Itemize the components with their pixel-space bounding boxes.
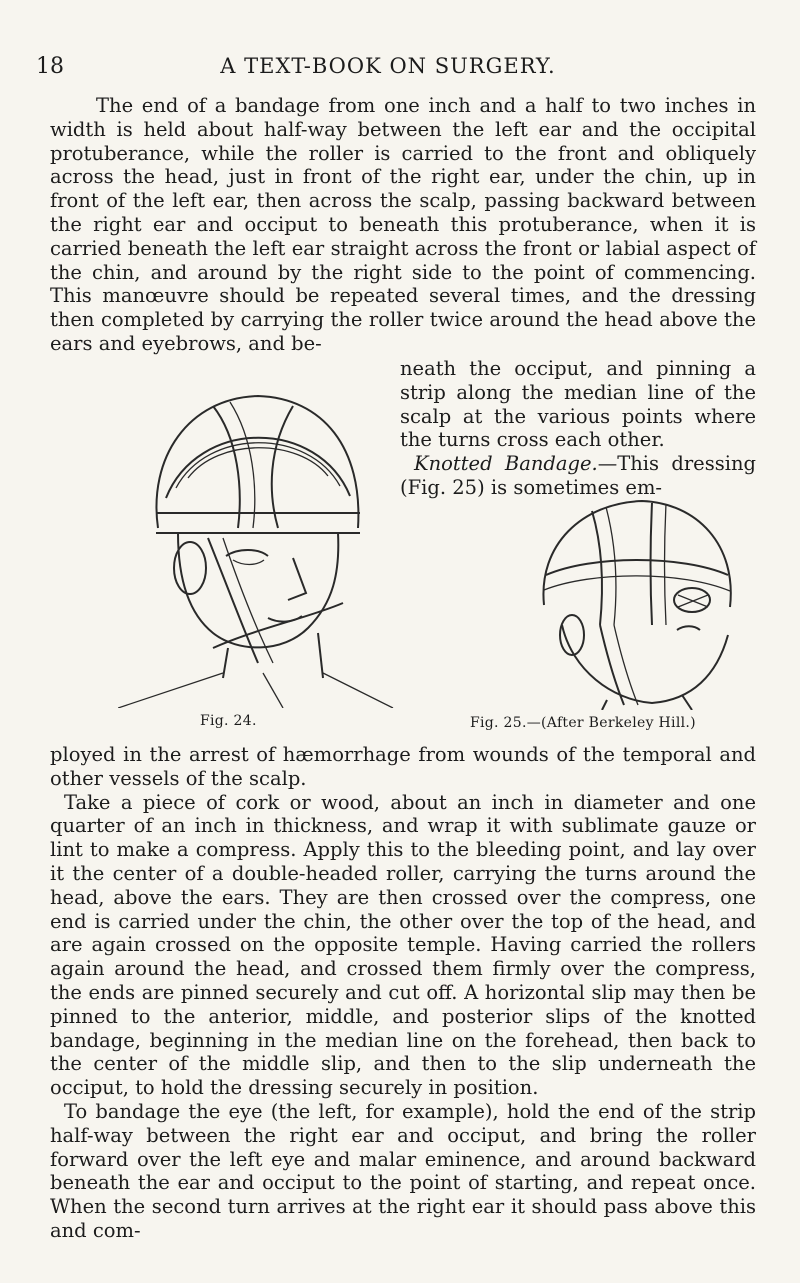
figure-25-caption: Fig. 25.—(After Berkeley Hill.): [470, 715, 696, 731]
running-title: A TEXT-BOOK ON SURGERY.: [220, 54, 556, 78]
paragraph-2-start: —This dressing (Fig. 25) is sometimes em-: [400, 452, 756, 499]
paragraph-block-top: [50, 94, 756, 356]
paragraph-block-bottom: [50, 743, 756, 1243]
paragraph-2: [400, 452, 756, 500]
paragraph-3: [50, 791, 756, 1100]
paragraph-1-cont-text: neath the occiput, and pinning a strip along the median line of the scalp at the various points where the turns cross each other.: [400, 357, 756, 452]
paragraph-1: [50, 94, 756, 356]
paragraph-2-continued: [50, 743, 756, 791]
figure-24-illustration: [118, 378, 398, 708]
paragraph-block-right: [400, 357, 756, 500]
figure-25-illustration: [532, 495, 742, 710]
paragraph-2-rest: ployed in the arrest of hæmorrhage from wounds of the temporal and other vessels of the scalp.: [50, 743, 756, 790]
page-number: 18: [36, 54, 64, 79]
paragraph-4: [50, 1100, 756, 1243]
figure-24-caption: Fig. 24.: [200, 713, 257, 729]
knotted-bandage-heading: Knotted Bandage.: [414, 452, 598, 476]
figure-25-svg: [532, 495, 742, 710]
paragraph-1-text: The end of a bandage from one inch and a half to two inches in width is held about half-way between the left ear and the occipital protuberance, while the roller is carried to the front and obliquely across the head, just in front of the right ear, under the chin, up in front of the left ear, then across the scalp, passing backward between the right ear and occiput to beneath this protuberance, when it is carried beneath the left ear straight across the front or labial aspect of the chin, and around by the right side to the point of commencing. This manœuvre should be repeated several times, and the dressing then completed by carrying the roller twice around the head above the ears and eyebrows, and be-: [50, 94, 756, 355]
page-header: [36, 54, 740, 82]
paragraph-1-continued: [400, 357, 756, 452]
figure-24-svg: [118, 378, 398, 708]
paragraph-3-text: Take a piece of cork or wood, about an inch in diameter and one quarter of an inch in thickness, and wrap it with sublimate gauze or lint to make a compress. Apply this to the bleeding point, and lay over it the center of a double-headed roller, carrying the turns around the head, above the ears. They are then crossed over the compress, one end is carried under the chin, the other over the top of the head, and are again crossed on the opposite temple. Having carried the rollers again around the head, and crossed them firmly over the compress, the ends are pinned securely and cut off. A horizontal slip may then be pinned to the anterior, middle, and posterior slips of the knotted bandage, beginning in the median line on the forehead, then back to the center of the middle slip, and then to the slip underneath the occiput, to hold the dressing securely in position.: [50, 790, 756, 1100]
paragraph-4-text: To bandage the eye (the left, for example), hold the end of the strip half-way between the right ear and occiput, and bring the roller forward over the left eye and malar eminence, and around backward beneath the ear and occiput to the point of starting, and repeat once. When the second turn arrives at the right ear it should pass above this and com-: [50, 1099, 756, 1242]
